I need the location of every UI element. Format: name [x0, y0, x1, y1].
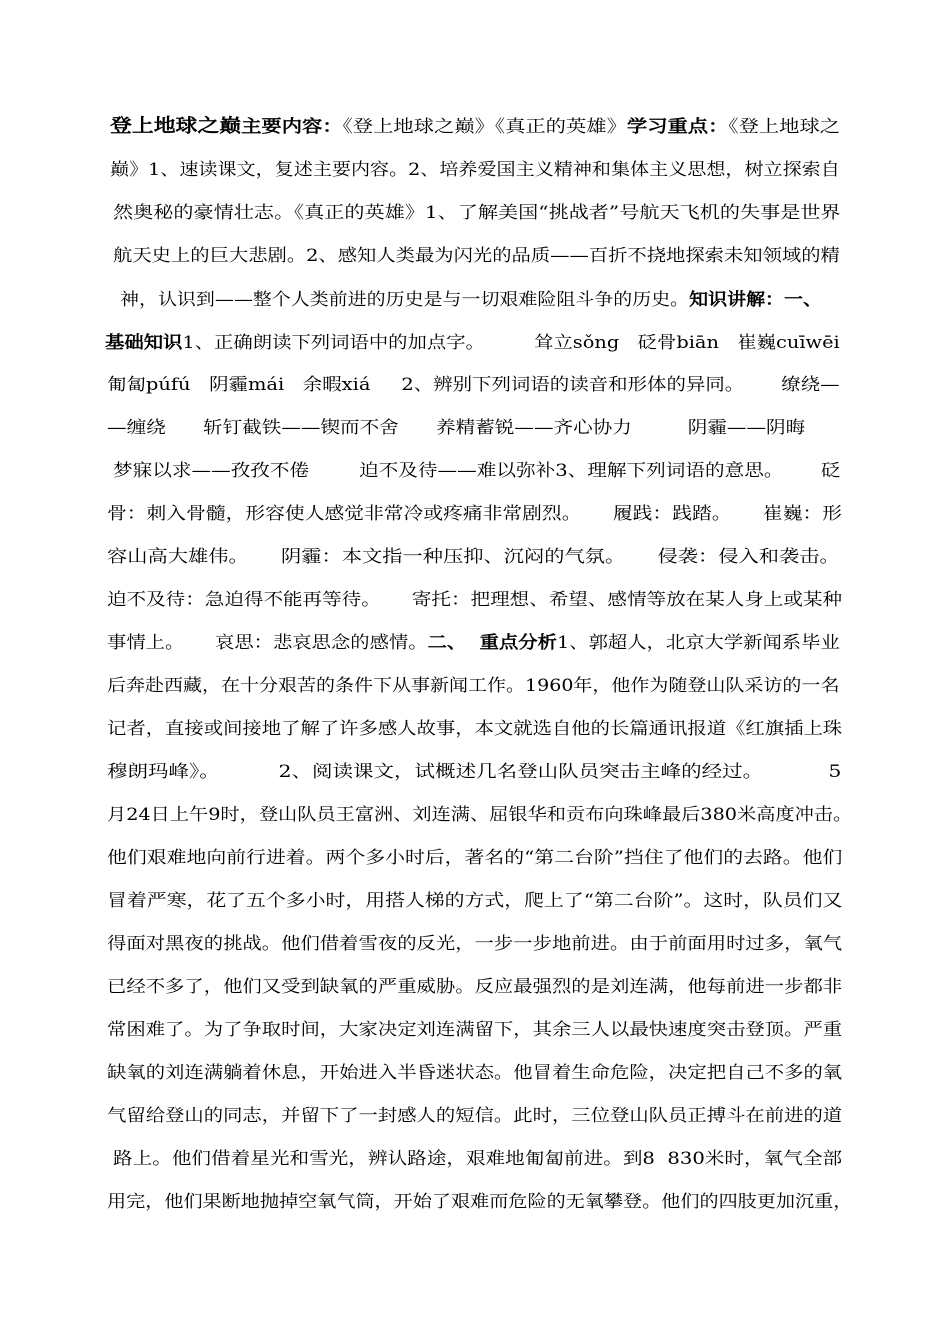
text-run: 巅》1、速读课文，复述主要内容。2、培养爱国主义精神和集体主义思想，树立探索自: [110, 160, 840, 180]
text-line: [107, 1190, 852, 1214]
text-run: 后奔赴西藏，在十分艰苦的条件下从事新闻工作。1960年，他作为随登山队采访的一名: [107, 676, 840, 696]
text-run: 已经不多了，他们又受到缺氧的严重威胁。反应最强烈的是刘连满，他每前进一步都非: [107, 977, 843, 997]
text-run: 梦寐以求——孜孜不倦 迫不及待——难以弥补3、理解下列词语的意思。 砭: [113, 461, 841, 481]
text-line: [107, 717, 842, 741]
text-line: [113, 459, 840, 483]
text-line: [107, 631, 840, 655]
text-run: 缺氧的刘连满躺着休息，开始进入半昏迷状态。他冒着生命危险，决定把自己不多的氧: [107, 1063, 843, 1083]
text-line: [107, 1104, 842, 1128]
bold-run: 主要内容：: [241, 117, 343, 137]
bold-run: 基础知识: [105, 333, 183, 353]
text-line: [107, 588, 842, 612]
bold-run: 二、 重点分析: [427, 633, 557, 653]
text-run: 《登上地球之: [728, 117, 841, 137]
text-line: [113, 244, 840, 268]
text-run: 常困难了。为了争取时间，大家决定刘连满留下，其余三人以最快速度突击登顶。严重: [107, 1020, 843, 1040]
text-run: —缠绕 斩钉截铁——锲而不舍 养精蓄锐——齐心协力 阴霾——阴晦: [107, 418, 806, 438]
text-line: [107, 889, 842, 913]
text-run: 迫不及待：急迫得不能再等待。 寄托：把理想、希望、感情等放在某人身上或某种: [107, 590, 843, 610]
text-line: [107, 502, 842, 526]
text-line: [107, 932, 842, 956]
bold-run: 学习重点：: [626, 117, 729, 137]
text-run: 冒着严寒，花了五个多小时，用搭人梯的方式，爬上了“第二台阶”。这时，队员们又: [107, 891, 843, 911]
text-run: 路上。他们借着星光和雪光，辨认路途，艰难地匍匐前进。到8 830米时，氧气全部: [113, 1149, 843, 1169]
text-line: [107, 975, 842, 999]
text-run: 用完，他们果断地抛掉空氧气筒，开始了艰难而危险的无氧攀登。他们的四肢更加沉重，: [107, 1192, 853, 1212]
text-line: [107, 1018, 842, 1042]
text-run: 1、郭超人，北京大学新闻系毕业: [556, 633, 840, 653]
text-run: 月24日上午9时，登山队员王富洲、刘连满、屈银华和贡布向珠峰最后380米高度冲击。: [107, 805, 853, 825]
text-line: [110, 158, 840, 182]
text-run: 《登上地球之巅》《真正的英雄》: [342, 117, 627, 137]
text-run: 然奥秘的豪情壮志。《真正的英雄》1、了解美国“挑战者”号航天飞机的失事是世界: [113, 203, 841, 223]
text-line: [107, 803, 852, 827]
text-run: 1、正确朗读下列词语中的加点字。 耸立sǒng 砭骨biān 崔巍cuīwēi: [182, 333, 840, 353]
text-line: [107, 846, 842, 870]
text-run: 气留给登山的同志，并留下了一封感人的短信。此时，三位登山队员正搏斗在前进的道: [107, 1106, 843, 1126]
text-line: [113, 1147, 842, 1171]
text-line: [107, 373, 840, 397]
bold-run: 知识讲解：一、: [689, 290, 822, 310]
text-run: 神，认识到——整个人类前进的历史是与一切艰难险阻斗争的历史。: [120, 290, 690, 310]
text-line: [113, 201, 841, 225]
text-run: 他们艰难地向前行进着。两个多小时后，著名的“第二台阶”挡住了他们的去路。他们: [107, 848, 843, 868]
text-run: 事情上。 哀思：悲哀思念的感情。: [107, 633, 428, 653]
text-run: 骨：刺入骨髓，形容使人感觉非常冷或疼痛非常剧烈。 履践：践踏。 崔巍：形: [107, 504, 843, 524]
text-run: 匍匐púfú 阴霾mái 余暇xiá 2、辨别下列词语的读音和形体的异同。 缭绕—: [107, 375, 840, 395]
text-line: [120, 288, 822, 312]
text-line: [107, 760, 841, 784]
text-line: [107, 416, 805, 440]
document-title: 登上地球之巅: [110, 116, 242, 137]
text-line: [107, 674, 839, 698]
text-run: 容山高大雄伟。 阴霾：本文指一种压抑、沉闷的气氛。 侵袭：侵入和袭击。: [107, 547, 840, 567]
text-line: [105, 331, 840, 355]
text-line: [110, 115, 840, 139]
text-run: 穆朗玛峰》。 2、阅读课文，试概述几名登山队员突击主峰的经过。 5: [107, 762, 842, 782]
text-line: [107, 545, 840, 569]
text-run: 记者，直接或间接地了解了许多感人故事，本文就选自他的长篇通讯报道《红旗插上珠: [107, 719, 843, 739]
text-line: [107, 1061, 842, 1085]
text-run: 航天史上的巨大悲剧。2、感知人类最为闪光的品质——百折不挠地探索未知领域的精: [113, 246, 840, 266]
text-run: 得面对黑夜的挑战。他们借着雪夜的反光，一步一步地前进。由于前面用时过多，氧气: [107, 934, 843, 954]
